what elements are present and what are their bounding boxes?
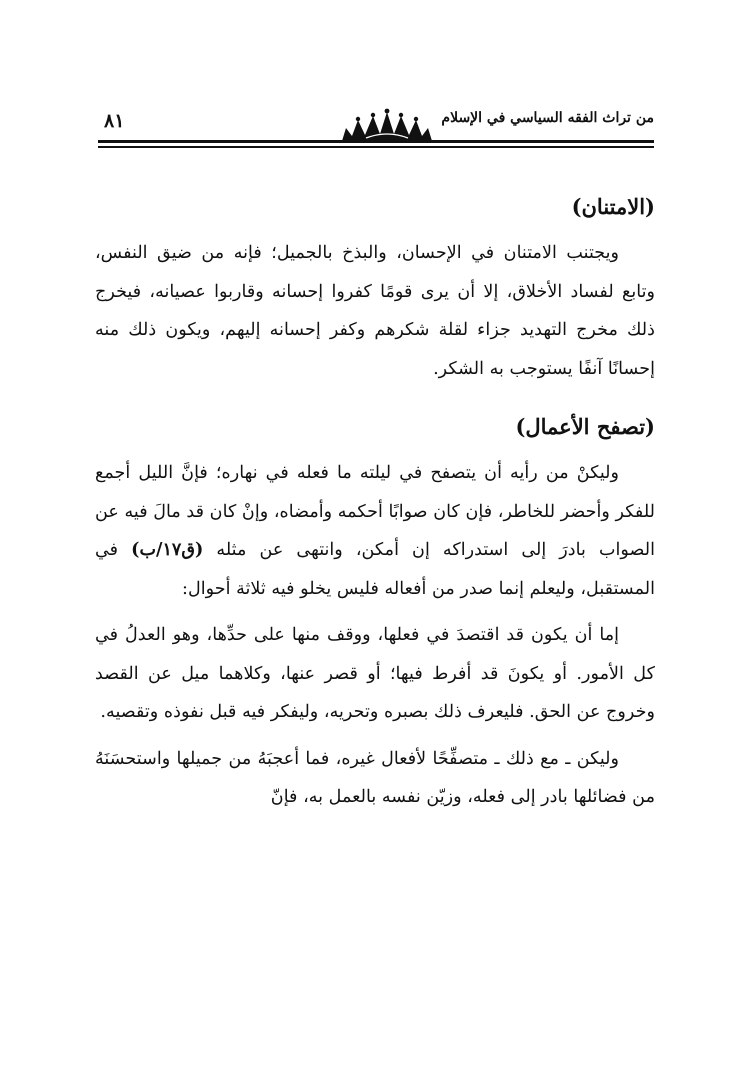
paragraph: وليكن ـ مع ذلك ـ متصفِّحًا لأفعال غيره، فما أعجبَهُ من جميلها واستحسَنَهُ من فضائلها بادر إلى فعله، وزيّن نفسه بالعمل به، فإنّ (95, 748, 655, 807)
header-rule-thin (98, 146, 654, 148)
page-body (95, 180, 655, 817)
page-number: ٨١ (104, 110, 125, 132)
header-rule (98, 140, 654, 143)
section-heading-gratitude: (الامتنان) (571, 194, 655, 219)
running-title: من تراث الفقه السياسي في الإسلام (441, 110, 654, 126)
paragraph-text: في المستقبل، وليعلم إنما صدر من أفعاله فليس يخلو فيه ثلاثة أحوال: (95, 540, 655, 599)
paragraph (95, 454, 655, 608)
manuscript-folio-reference: (ق١٧/ب) (131, 539, 204, 560)
page-header (98, 108, 654, 154)
paragraph: ويجتنب الامتنان في الإحسان، والبذخ بالجميل؛ فإنه من ضيق النفس، وتابع لفساد الأخلاق، إلا أن يرى قومًا كفروا إحسانه وقاربوا عصيانه، فيخرج ذلك مخرج التهديد جزاء لقلة شكرهم وكفر إحسانه إليهم، ويكون ذلك منه إحسانًا آنفًا يستوجب به الشكر. (95, 243, 655, 379)
paragraph-text: وليكنْ من رأيه أن يتصفح في ليلته ما فعله في نهاره؛ فإنَّ الليل أجمع للفكر وأحضر للخاطر، فإن كان صوابًا أحكمه وأمضاه، وإنْ كان قد مالَ فيه عن الصواب بادرَ إلى استدراكه إن أمكن، وانتهى عن مثله (95, 463, 655, 560)
paragraph: إما أن يكون قد اقتصدَ في فعلها، ووقف منها على حدِّها، وهو العدلُ في كل الأمور. أو يكونَ قد أفرط فيها؛ أو قصر عنها، وكلاهما ميل عن القصد وخروج عن الحق. فليعرف ذلك بصبره وتحريه، وليفكر فيه قبل نفوذه وتقصيه. (95, 625, 655, 722)
section-heading-review: (تصفح الأعمال) (515, 414, 655, 439)
